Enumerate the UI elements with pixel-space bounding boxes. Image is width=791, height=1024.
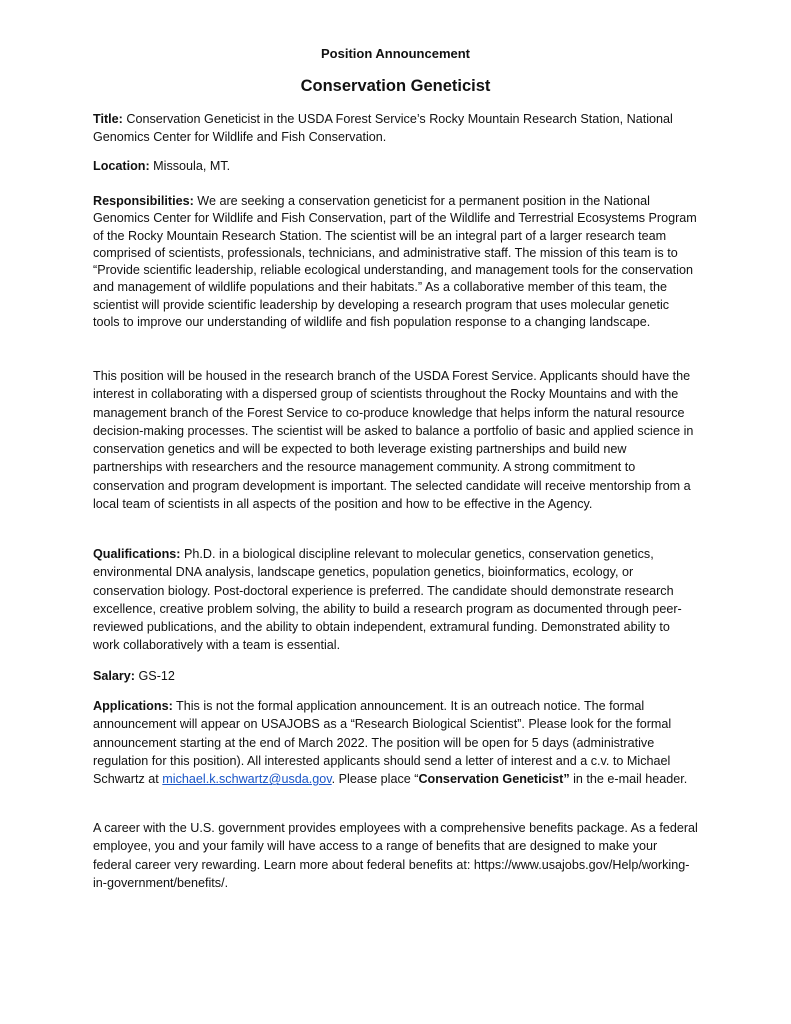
contact-email-link[interactable]: michael.k.schwartz@usda.gov xyxy=(162,772,332,787)
benefits-paragraph: A career with the U.S. government provides employees with a comprehensive benefits package. As a federal employee, you and your family will have access to a range of benefits that are designed to make your federal career very rewarding. Learn more about federal benefits at: https://www.usajobs.gov/Help/working-in-government/benefits/. xyxy=(93,821,698,890)
applications-label: Applications: xyxy=(93,699,173,713)
responsibilities-text: We are seeking a conservation geneticist for a permanent position in the National Genomics Center for Wildlife and Fish Conservation, part of the Wildlife and Terrestrial Ecosystems Program of the Rocky Mountain Research Station. The scientist will be an integral part of a larger research team comprised of scientists, professionals, technicians, and administrative staff. The mission of this team is to “Provide scientific leadership, reliable ecological understanding, and management tools for the conservation and management of wildlife populations and their habitats.” As a collaborative member of this team, the scientist will provide scientific leadership by developing a research program that uses molecular genetic tools to improve our understanding of wildlife and fish population response to a changing landscape. xyxy=(93,194,697,330)
announcement-kicker: Position Announcement xyxy=(320,46,471,61)
applications-paragraph xyxy=(93,697,699,788)
responsibilities-paragraph xyxy=(93,193,699,331)
qualifications-text: Ph.D. in a biological discipline relevant to molecular genetics, conservation genetics, environmental DNA analysis, landscape genetics, population genetics, bioinformatics, ecology, or conservation biology. Post-doctoral experience is preferred. The candidate should demonstrate research excellence, creative problem solving, the ability to build a research program as documented through peer-reviewed publications, and the ability to obtain independent, extramural funding. Demonstrated ability to work collaboratively with a team is essential. xyxy=(93,547,682,653)
salary-label: Salary: xyxy=(93,669,136,683)
applications-text-middle: . Please place “ xyxy=(331,772,419,787)
title-text: Conservation Geneticist in the USDA Forest Service’s Rocky Mountain Research Station, National Genomics Center for Wildlife and Fish Conservation. xyxy=(93,112,673,145)
email-subject: Conservation Geneticist” xyxy=(418,772,570,787)
housing-paragraph: This position will be housed in the research branch of the USDA Forest Service. Applicants should have the interest in collaborating with a dispersed group of scientists throughout the Rocky Mountains and with the management branch of the Forest Service to co-produce knowledge that helps inform the natural resource decision-making processes. The scientist will be asked to balance a portfolio of basic and applied science in conservation genetics and will be expected to both leverage existing partnerships and build new partnerships with researchers and the resource management community. A strong commitment to conservation and program development is important. The selected candidate will receive mentorship from a local team of scientists in all aspects of the position and how to be effective in the Agency. xyxy=(93,369,694,512)
title-label: Title: xyxy=(93,112,123,126)
applications-text-after: in the e-mail header. xyxy=(569,772,688,787)
title-paragraph xyxy=(93,110,699,147)
responsibilities-label: Responsibilities: xyxy=(93,194,194,208)
applications-text: This is not the formal application announcement. It is an outreach notice. The formal announcement will appear on USAJOBS as a “Research Biological Scientist”. Please look for the formal announcement starting at the end of March 2022. The position will be open for 5 days (administrative regulation for this position). All interested applicants should send a letter of interest and a c.v. to Michael Schwartz at xyxy=(93,699,672,787)
qualifications-paragraph xyxy=(93,545,699,655)
page-title: Conservation Geneticist xyxy=(300,77,491,95)
salary-paragraph xyxy=(93,667,699,685)
salary-text: GS-12 xyxy=(135,669,175,683)
qualifications-label: Qualifications: xyxy=(93,547,181,561)
location-paragraph xyxy=(93,157,699,175)
location-label: Location: xyxy=(93,159,150,173)
location-text: Missoula, MT. xyxy=(149,159,231,173)
